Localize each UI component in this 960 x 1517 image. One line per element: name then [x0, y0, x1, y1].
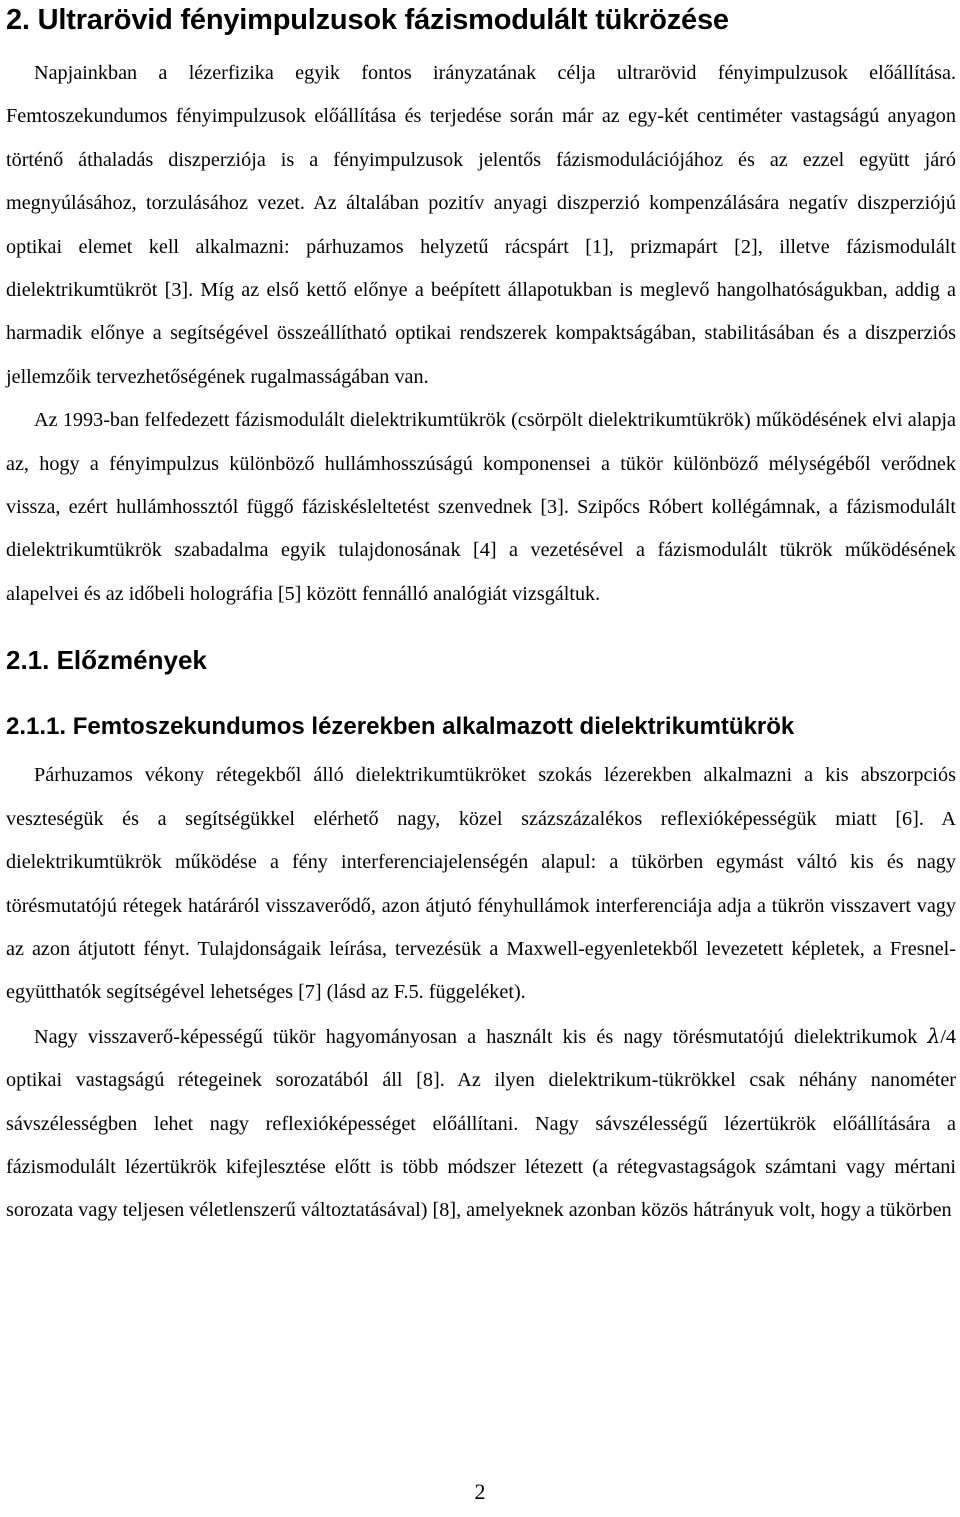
document-page: [6, 0, 956, 1233]
subsection-title: 2.1.1. Femtoszekundumos lézerekben alkalmazott dielektrikumtükrök: [6, 713, 795, 741]
paragraph-text-start: Nagy visszaverő-képességű tükör hagyományosan a használt kis és nagy törésmutatójú dielektrikumok: [34, 1025, 918, 1048]
lambda-symbol: λ: [927, 1023, 941, 1048]
paragraph-high-reflectivity: [6, 1015, 956, 1233]
page-number: 2: [474, 1479, 486, 1504]
chapter-title: 2. Ultrarövid fényimpulzusok fázismodulált tükrözése: [6, 4, 729, 36]
math-quarter-wave: [927, 1023, 957, 1048]
paragraph-chirped-mirrors: Az 1993-ban felfedezett fázismodulált dielektrikumtükrök (csörpölt dielektrikumtükrök) működésének elvi alapja az, hogy a fényimpulzus különböző hullámhosszúságú komponensei a tükör különböző mélységéből verődnek vissza, ezért hullámhossztól függő fáziskésleltetést szenvednek [3]. Szipőcs Róbert kollégámnak, a fázismodulált dielektrikumtükrök szabadalma egyik tulajdonosának [4] a vezetésével a fázismodulált tükrök működésének alapelvei és az időbeli holográfia [5] között fennálló analógiát vizsgáltuk.: [6, 409, 956, 605]
paragraph-dielectric-mirrors: Párhuzamos vékony rétegekből álló dielektrikumtükröket szokás lézerekben alkalmazni a kis abszorpciós veszteségük és a segítségükkel elérhető nagy, közel százszázalékos reflexióképességük miatt [6]. A dielektrikumtükrök működése a fény interferenciajelenségén alapul: a tükörben egymást váltó kis és nagy törésmutatójú rétegek határáról visszaverődő, azon átjutó fényhullámok interferenciája adja a tükrön visszavert vagy az azon átjutott fényt. Tulajdonságaik leírása, tervezésük a Maxwell-egyenletekből levezetett képletek, a Fresnel-együtthatók segítségével lehetséges [7] (lásd az F.5. függeléket).: [6, 764, 956, 1004]
math-divisor: /4: [940, 1025, 957, 1048]
section-title: 2.1. Előzmények: [6, 645, 207, 676]
paragraph-intro: Napjainkban a lézerfizika egyik fontos irányzatának célja ultrarövid fényimpulzusok előállítása. Femtoszekundumos fényimpulzusok előállítása és terjedése során már az egy-két centiméter vastagságú anyagon történő áthaladás diszperziója is a fényimpulzusok jelentős fázismodulációjához és az ezzel együtt járó megnyúlásához, torzulásához vezet. Az általában pozitív anyagi diszperzió kompenzálására negatív diszperziójú optikai elemet kell alkalmazni: párhuzamos helyzetű rácspárt [1], prizmapárt [2], illetve fázismodulált dielektrikumtükröt [3]. Míg az első kettő előnye a beépített állapotukban is meglevő hangolhatóságukban, addig a harmadik előnye a segítségével összeállítható optikai rendszerek kompaktságában, stabilitásában és a diszperziós jellemzőik tervezhetőségének rugalmasságában van.: [6, 62, 956, 388]
paragraph-text-end: optikai vastagságú rétegeinek sorozatából áll [8]. Az ilyen dielektrikum-tükrökkel csak néhány nanométer sávszélességben lehet nagy reflexióképességet előállítani. Nagy sávszélességű lézertükrök előállítására a fázismodulált lézertükrök kifejlesztése előtt is több módszer létezett (a rétegvastagságok számtani vagy mértani sorozata vagy teljesen véletlenszerű változtatásával) [8], amelyeknek azonban közös hátrányuk volt, hogy a tükörben: [6, 1069, 956, 1222]
